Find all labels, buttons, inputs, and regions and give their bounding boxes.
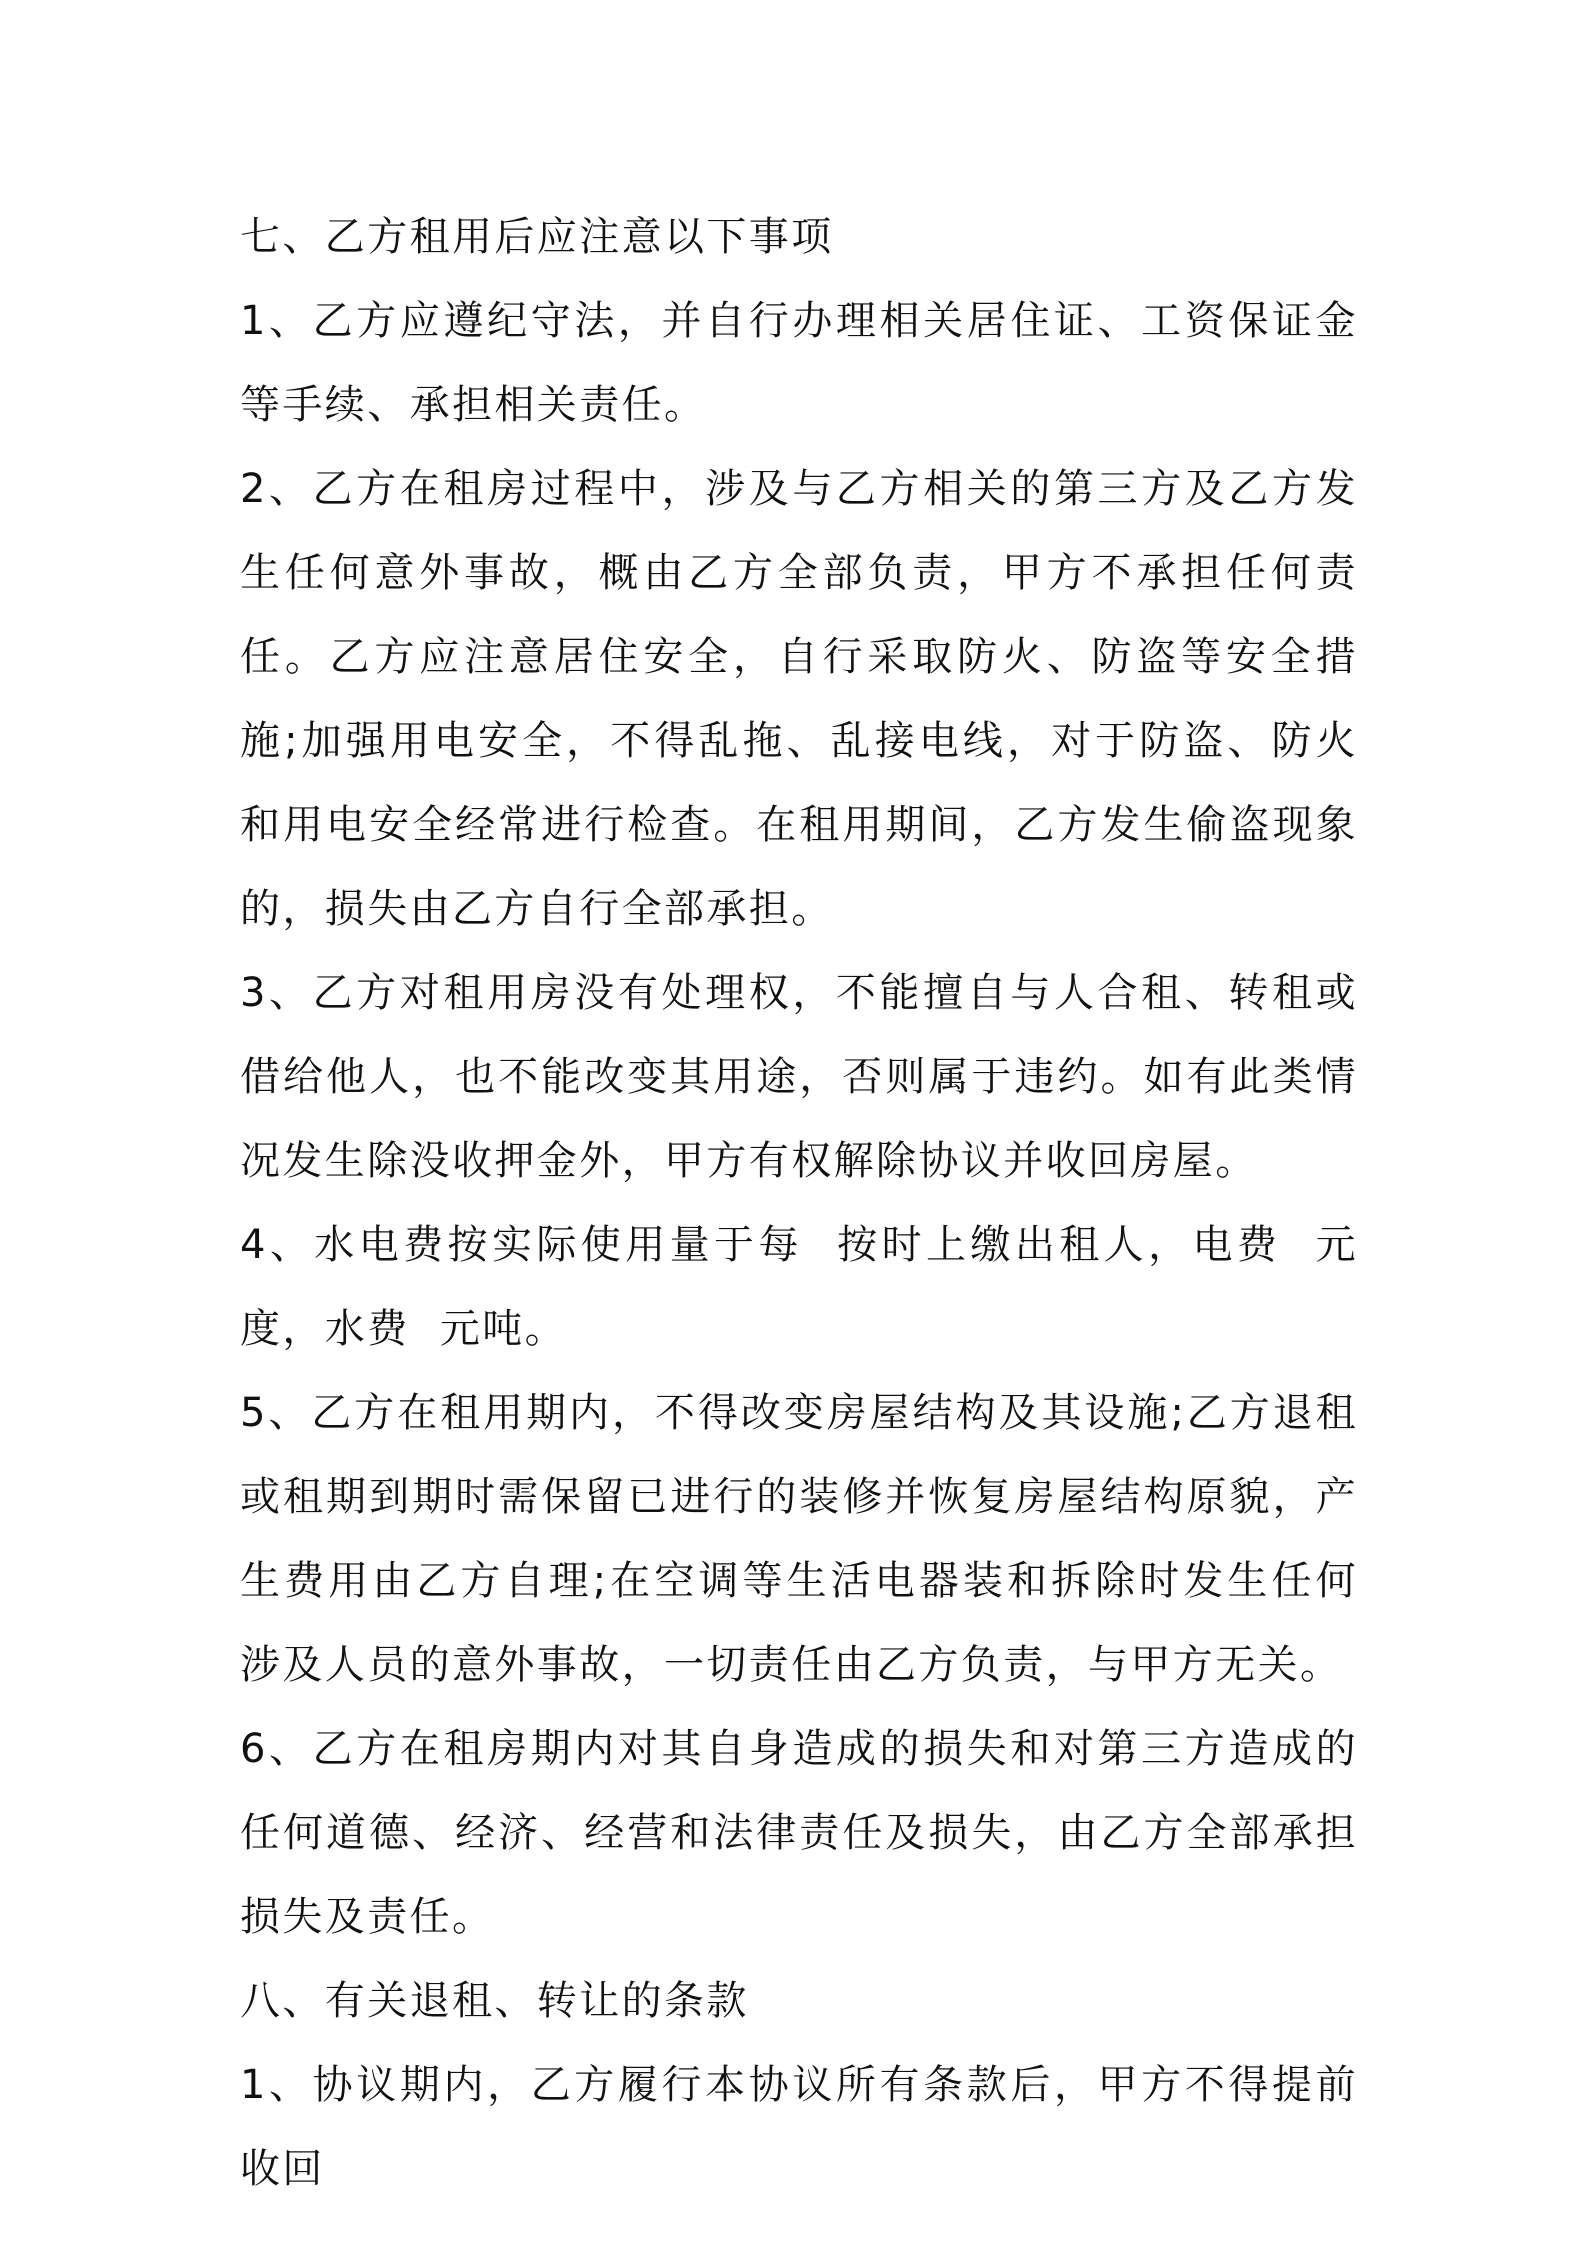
clause-7-1: 1、乙方应遵纪守法，并自行办理相关居住证、工资保证金等手续、承担相关责任。 xyxy=(240,298,1358,428)
document-body xyxy=(240,195,1358,2211)
clause-8-1: 1、协议期内，乙方履行本协议所有条款后，甲方不得提前收回 xyxy=(240,2062,1358,2192)
clause-7-4: 4、水电费按实际使用量于每 按时上缴出租人，电费 元度，水费 元吨。 xyxy=(240,1222,1358,1352)
clause-7-2: 2、乙方在租房过程中，涉及与乙方相关的第三方及乙方发生任何意外事故，概由乙方全部负责，甲方不承担任何责任。乙方应注意居住安全，自行采取防火、防盗等安全措施;加强用电安全，不得乱拖、乱接电线，对于防盗、防火和用电安全经常进行检查。在租用期间，乙方发生偷盗现象的，损失由乙方自行全部承担。 xyxy=(240,466,1358,932)
clause-7-6: 6、乙方在租房期内对其自身造成的损失和对第三方造成的任何道德、经济、经营和法律责任及损失，由乙方全部承担损失及责任。 xyxy=(240,1726,1358,1940)
section-heading-7: 七、乙方租用后应注意以下事项 xyxy=(240,214,834,260)
clause-7-3: 3、乙方对租用房没有处理权，不能擅自与人合租、转租或借给他人，也不能改变其用途，否则属于违约。如有此类情况发生除没收押金外，甲方有权解除协议并收回房屋。 xyxy=(240,970,1358,1184)
section-heading-8: 八、有关退租、转让的条款 xyxy=(240,1978,749,2024)
clause-7-5: 5、乙方在租用期内，不得改变房屋结构及其设施;乙方退租或租期到期时需保留已进行的装修并恢复房屋结构原貌，产生费用由乙方自理;在空调等生活电器装和拆除时发生任何涉及人员的意外事故，一切责任由乙方负责，与甲方无关。 xyxy=(240,1390,1358,1688)
